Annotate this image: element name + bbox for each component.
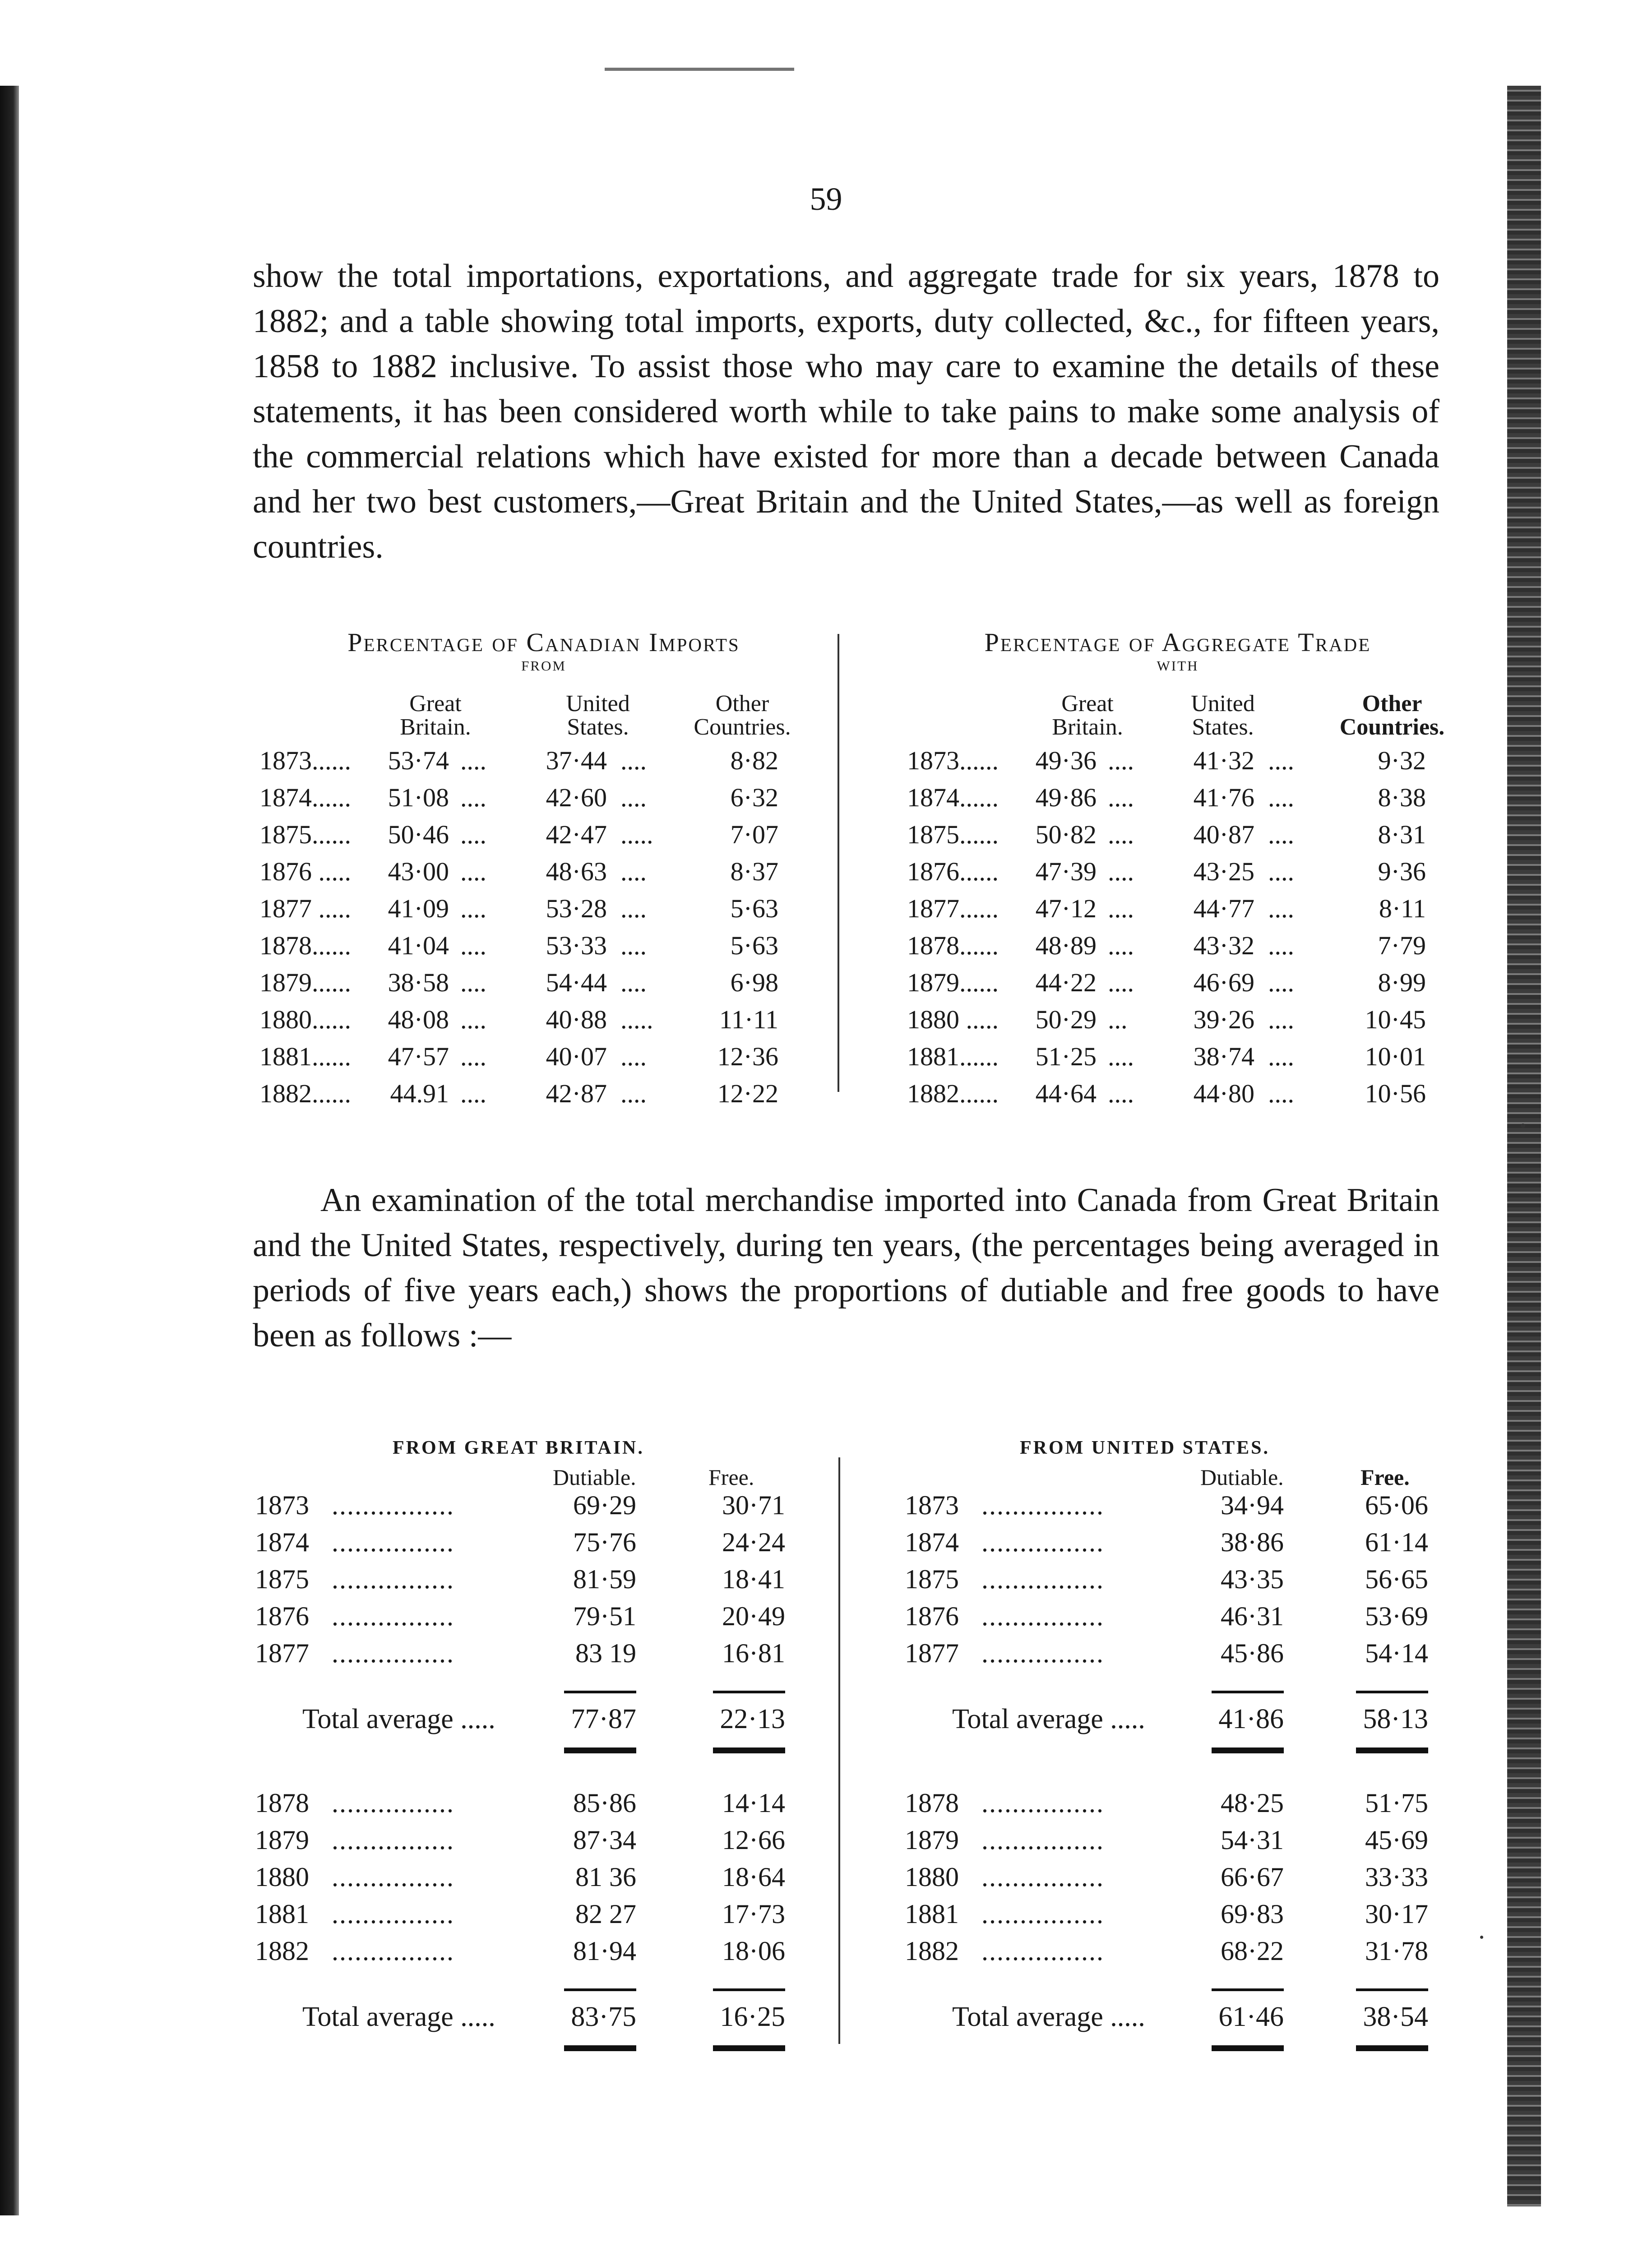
united-states-value: 40·87 (1193, 820, 1254, 849)
row-year: 1882 (905, 1936, 959, 1966)
row-year: 1880 (905, 1862, 959, 1892)
row-year: 1879 (905, 1825, 959, 1855)
leader-dots: .... (620, 783, 647, 812)
table-row (905, 1895, 1446, 1932)
row-year: 1876 ..... (259, 857, 351, 886)
total-double-rule (564, 1747, 636, 1753)
row-year: 1882...... (907, 1079, 999, 1108)
row-year: 1877 (905, 1638, 959, 1668)
other-countries-value: 8·11 (1379, 894, 1426, 923)
total-double-rule (1356, 1747, 1428, 1753)
table-row (255, 1487, 796, 1524)
leader-dots: .... (620, 894, 647, 923)
total-average-dutiable: 41·86 (1218, 1704, 1284, 1734)
other-countries-value: 10·56 (1365, 1079, 1426, 1108)
page-number: 59 (810, 181, 842, 217)
column-header-great-britain: Great Britain. (400, 691, 471, 740)
free-value: 61·14 (1365, 1527, 1428, 1557)
column-divider (838, 634, 839, 1092)
leader-dots: ................ (981, 1899, 1104, 1929)
table-row (905, 1821, 1446, 1858)
other-countries-value: 9·32 (1378, 746, 1426, 775)
great-britain-value: 41·04 (388, 931, 449, 960)
table-row (255, 1635, 796, 1672)
row-year: 1874 (255, 1527, 309, 1557)
united-states-value: 43·25 (1193, 857, 1254, 886)
total-average-label: Total average ..... (952, 1704, 1145, 1734)
dutiable-value: 43·35 (1221, 1564, 1284, 1594)
column-header-great-britain: Great Britain. (1052, 691, 1123, 740)
table-row (259, 1001, 828, 1038)
table-row (905, 1784, 1446, 1821)
dutiable-value: 46·31 (1221, 1601, 1284, 1631)
leader-dots: ................ (332, 1638, 454, 1668)
row-year: 1873 (905, 1490, 959, 1520)
dutiable-value: 68·22 (1221, 1936, 1284, 1966)
table-row (907, 1075, 1476, 1112)
row-year: 1875 (905, 1564, 959, 1594)
table-row (905, 1561, 1446, 1598)
great-britain-value: 48·08 (388, 1005, 449, 1034)
other-countries-value: 10·01 (1365, 1042, 1426, 1071)
gb-table-title: FROM GREAT BRITAIN. (393, 1438, 644, 1458)
dutiable-value: 69·83 (1221, 1899, 1284, 1929)
total-rule (564, 1988, 636, 1991)
leader-dots: ... (1108, 1005, 1128, 1034)
row-year: 1873...... (907, 746, 999, 775)
table-row (905, 1487, 1446, 1524)
dutiable-value: 81 36 (575, 1862, 636, 1892)
united-states-value: 41·32 (1193, 746, 1254, 775)
leader-dots: .... (1268, 931, 1294, 960)
dutiable-value: 45·86 (1221, 1638, 1284, 1668)
other-countries-value: 12·36 (717, 1042, 778, 1071)
row-year: 1878 (905, 1788, 959, 1818)
free-value: 33·33 (1365, 1862, 1428, 1892)
table-row (255, 1524, 796, 1561)
great-britain-dutiable-table (255, 1437, 796, 2055)
total-rule (1356, 1691, 1428, 1693)
table-row (259, 853, 828, 890)
leader-dots: ................ (332, 1601, 454, 1631)
leader-dots: .... (620, 968, 647, 997)
dutiable-value: 69·29 (573, 1490, 636, 1520)
other-countries-value: 8·82 (730, 746, 778, 775)
total-average-free: 16·25 (720, 2002, 785, 2032)
row-year: 1874 (905, 1527, 959, 1557)
united-states-value: 53·33 (546, 931, 607, 960)
free-value: 56·65 (1365, 1564, 1428, 1594)
page-edge-right (1507, 86, 1541, 2206)
total-average-dutiable: 83·75 (571, 2002, 636, 2032)
free-value: 53·69 (1365, 1601, 1428, 1631)
free-value: 31·78 (1365, 1936, 1428, 1966)
row-year: 1879...... (907, 968, 999, 997)
table-row (259, 927, 828, 964)
imports-table-subtitle: from (521, 653, 566, 675)
free-value: 14·14 (722, 1788, 785, 1818)
table-row (259, 816, 828, 853)
free-value: 30·17 (1365, 1899, 1428, 1929)
row-year: 1875...... (907, 820, 999, 849)
row-year: 1879 (255, 1825, 309, 1855)
leader-dots: .... (1268, 746, 1294, 775)
leader-dots: .... (1268, 857, 1294, 886)
trade-table-subtitle: with (1157, 653, 1199, 675)
leader-dots: ................ (981, 1936, 1104, 1966)
row-year: 1875 (255, 1564, 309, 1594)
other-countries-value: 10·45 (1365, 1005, 1426, 1034)
great-britain-value: 38·58 (388, 968, 449, 997)
table-row (259, 1075, 828, 1112)
leader-dots: .... (460, 931, 486, 960)
great-britain-value: 47·39 (1035, 857, 1097, 886)
table-row (255, 1784, 796, 1821)
table-row (905, 1635, 1446, 1672)
total-average-free: 38·54 (1363, 2002, 1428, 2032)
dutiable-value: 38·86 (1221, 1527, 1284, 1557)
table-row (907, 1038, 1476, 1075)
leader-dots: .... (460, 1079, 486, 1108)
united-states-value: 40·07 (546, 1042, 607, 1071)
row-year: 1878 (255, 1788, 309, 1818)
other-countries-value: 5·63 (730, 894, 778, 923)
leader-dots: .... (1108, 894, 1134, 923)
leader-dots: ................ (332, 1564, 454, 1594)
column-header-united-states: United States. (566, 691, 630, 740)
free-value: 45·69 (1365, 1825, 1428, 1855)
leader-dots: ................ (981, 1825, 1104, 1855)
table-row (259, 890, 828, 927)
dutiable-value: 75·76 (573, 1527, 636, 1557)
great-britain-value: 44.91 (390, 1079, 449, 1108)
great-britain-value: 44·22 (1035, 968, 1097, 997)
row-year: 1874...... (259, 783, 351, 812)
dutiable-value: 81·59 (573, 1564, 636, 1594)
united-states-value: 53·28 (546, 894, 607, 923)
leader-dots: ................ (332, 1862, 454, 1892)
united-states-value: 40·88 (546, 1005, 607, 1034)
free-value: 65·06 (1365, 1490, 1428, 1520)
leader-dots: .... (460, 968, 486, 997)
table-row (907, 742, 1476, 779)
total-rule (1212, 1988, 1284, 1991)
total-double-rule (1356, 2045, 1428, 2051)
total-rule (713, 1988, 785, 1991)
leader-dots: .... (620, 1042, 647, 1071)
table-row (905, 1524, 1446, 1561)
us-table-title: FROM UNITED STATES. (1020, 1438, 1270, 1458)
great-britain-value: 50·46 (388, 820, 449, 849)
great-britain-value: 53·74 (388, 746, 449, 775)
leader-dots: ................ (981, 1638, 1104, 1668)
leader-dots: ................ (332, 1490, 454, 1520)
leader-dots: .... (1108, 931, 1134, 960)
free-value: 54·14 (1365, 1638, 1428, 1668)
row-year: 1880 ..... (907, 1005, 999, 1034)
trade-percentage-table (907, 627, 1476, 1123)
total-double-rule (713, 1747, 785, 1753)
total-average-label: Total average ..... (952, 2002, 1145, 2032)
row-year: 1880 (255, 1862, 309, 1892)
free-value: 16·81 (722, 1638, 785, 1668)
united-states-value: 54·44 (546, 968, 607, 997)
leader-dots: .... (460, 783, 486, 812)
other-countries-value: 9·36 (1378, 857, 1426, 886)
table-row (905, 1598, 1446, 1635)
leader-dots: ................ (332, 1527, 454, 1557)
great-britain-value: 41·09 (388, 894, 449, 923)
united-states-value: 41·76 (1193, 783, 1254, 812)
other-countries-value: 12·22 (717, 1079, 778, 1108)
total-average-free: 58·13 (1363, 1704, 1428, 1734)
table-row (905, 1932, 1446, 1969)
great-britain-value: 51·08 (388, 783, 449, 812)
free-value: 18·41 (722, 1564, 785, 1594)
table-row (907, 1001, 1476, 1038)
column-divider (838, 1457, 840, 2044)
total-average-label: Total average ..... (302, 2002, 495, 2032)
other-countries-value: 8·37 (730, 857, 778, 886)
leader-dots: .... (1268, 783, 1294, 812)
row-year: 1874...... (907, 783, 999, 812)
row-year: 1881 (905, 1899, 959, 1929)
total-rule (713, 1691, 785, 1693)
examination-paragraph: An examination of the total merchandise imported into Canada from Great Britain and the United States, respectively, during ten years, (the percentages being averaged in periods of five years each,) shows the proportions of dutiable and free goods to have been as follows :— (253, 1182, 1439, 1354)
leader-dots: .... (460, 820, 486, 849)
leader-dots: .... (620, 931, 647, 960)
leader-dots: .... (1108, 1079, 1134, 1108)
total-average-label: Total average ..... (302, 1704, 495, 1734)
row-year: 1875...... (259, 820, 351, 849)
row-year: 1873 (255, 1490, 309, 1520)
leader-dots: ................ (981, 1862, 1104, 1892)
leader-dots: .... (1268, 894, 1294, 923)
leader-dots: .... (1108, 857, 1134, 886)
leader-dots: .... (1268, 820, 1294, 849)
row-year: 1882 (255, 1936, 309, 1966)
leader-dots: .... (460, 857, 486, 886)
row-year: 1879...... (259, 968, 351, 997)
table-row (255, 1598, 796, 1635)
free-value: 17·73 (722, 1899, 785, 1929)
leader-dots: .... (460, 746, 486, 775)
row-year: 1878...... (259, 931, 351, 960)
imports-percentage-table (259, 627, 828, 1123)
leader-dots: .... (1268, 1079, 1294, 1108)
leader-dots: .... (460, 894, 486, 923)
table-row (255, 1561, 796, 1598)
dutiable-value: 79·51 (573, 1601, 636, 1631)
leader-dots: .... (1268, 1042, 1294, 1071)
united-states-value: 44·80 (1193, 1079, 1254, 1108)
column-header-other-countries: Other Countries. (694, 691, 791, 740)
free-column-header: Free. (1360, 1465, 1410, 1490)
leader-dots: ..... (620, 820, 653, 849)
free-value: 30·71 (722, 1490, 785, 1520)
other-countries-value: 8·31 (1378, 820, 1426, 849)
total-rule (564, 1691, 636, 1693)
leader-dots: ................ (332, 1825, 454, 1855)
united-states-value: 43·32 (1193, 931, 1254, 960)
row-year: 1876 (905, 1601, 959, 1631)
leader-dots: ................ (332, 1788, 454, 1818)
scan-mark (605, 68, 794, 71)
row-year: 1877 ..... (259, 894, 351, 923)
table-row (259, 742, 828, 779)
dutiable-value: 82 27 (575, 1899, 636, 1929)
leader-dots: .... (460, 1005, 486, 1034)
intro-paragraph: show the total importations, exportations, and aggregate trade for six years, 1878 to 1882; and a table showing total imports, exports, duty collected, &c., for fifteen years, 1858 to 1882 inclusive. To assist those who may care to examine the details of these statements, it has been considered worth while to take pains to make some analysis of the commercial relations which have existed for more than a decade between Canada and her two best customers,—Great Britain and the United States,—as well as foreign countries. (253, 258, 1439, 565)
total-double-rule (564, 2045, 636, 2051)
free-value: 51·75 (1365, 1788, 1428, 1818)
leader-dots: ................ (981, 1490, 1104, 1520)
leader-dots: ................ (981, 1564, 1104, 1594)
leader-dots: ..... (620, 1005, 653, 1034)
row-year: 1877...... (907, 894, 999, 923)
dutiable-column-header: Dutiable. (553, 1465, 636, 1490)
row-year: 1876...... (907, 857, 999, 886)
united-states-value: 39·26 (1193, 1005, 1254, 1034)
other-countries-value: 6·98 (730, 968, 778, 997)
great-britain-value: 49·36 (1035, 746, 1097, 775)
table-row (259, 779, 828, 816)
great-britain-value: 47·12 (1035, 894, 1097, 923)
table-row (907, 927, 1476, 964)
table-row (255, 1858, 796, 1895)
united-states-value: 42·47 (546, 820, 607, 849)
dutiable-value: 85·86 (573, 1788, 636, 1818)
great-britain-value: 50·29 (1035, 1005, 1097, 1034)
scan-speck (1480, 1936, 1483, 1939)
column-header-other-countries: Other Countries. (1339, 691, 1445, 740)
united-states-value: 44·77 (1193, 894, 1254, 923)
leader-dots: .... (460, 1042, 486, 1071)
leader-dots: .... (620, 746, 647, 775)
page-edge-left (0, 86, 19, 2215)
great-britain-value: 44·64 (1035, 1079, 1097, 1108)
other-countries-value: 5·63 (730, 931, 778, 960)
total-double-rule (1212, 2045, 1284, 2051)
leader-dots: .... (1268, 968, 1294, 997)
leader-dots: ................ (332, 1936, 454, 1966)
free-value: 24·24 (722, 1527, 785, 1557)
table-row (907, 853, 1476, 890)
united-states-value: 42·60 (546, 783, 607, 812)
row-year: 1881...... (907, 1042, 999, 1071)
united-states-value: 38·74 (1193, 1042, 1254, 1071)
total-rule (1356, 1988, 1428, 1991)
table-row (259, 964, 828, 1001)
row-year: 1873...... (259, 746, 351, 775)
great-britain-value: 43·00 (388, 857, 449, 886)
leader-dots: ................ (332, 1899, 454, 1929)
leader-dots: .... (1268, 1005, 1294, 1034)
table-row (259, 1038, 828, 1075)
table-row (907, 964, 1476, 1001)
dutiable-value: 48·25 (1221, 1788, 1284, 1818)
table-row (905, 1858, 1446, 1895)
leader-dots: ................ (981, 1788, 1104, 1818)
other-countries-value: 8·99 (1378, 968, 1426, 997)
dutiable-value: 54·31 (1221, 1825, 1284, 1855)
leader-dots: ................ (981, 1527, 1104, 1557)
row-year: 1876 (255, 1601, 309, 1631)
row-year: 1881...... (259, 1042, 351, 1071)
row-year: 1881 (255, 1899, 309, 1929)
row-year: 1880...... (259, 1005, 351, 1034)
table-row (907, 816, 1476, 853)
united-states-value: 46·69 (1193, 968, 1254, 997)
great-britain-value: 51·25 (1035, 1042, 1097, 1071)
dutiable-value: 34·94 (1221, 1490, 1284, 1520)
total-average-dutiable: 61·46 (1218, 2002, 1284, 2032)
great-britain-value: 50·82 (1035, 820, 1097, 849)
free-value: 18·64 (722, 1862, 785, 1892)
table-row (255, 1932, 796, 1969)
column-header-united-states: United States. (1191, 691, 1255, 740)
great-britain-value: 48·89 (1035, 931, 1097, 960)
total-double-rule (1212, 1747, 1284, 1753)
scan-speck (1521, 1123, 1525, 1128)
other-countries-value: 7·79 (1378, 931, 1426, 960)
dutiable-column-header: Dutiable. (1200, 1465, 1284, 1490)
row-year: 1882...... (259, 1079, 351, 1108)
dutiable-value: 83 19 (575, 1638, 636, 1668)
row-year: 1878...... (907, 931, 999, 960)
great-britain-value: 47·57 (388, 1042, 449, 1071)
free-value: 18·06 (722, 1936, 785, 1966)
trade-table-title: Percentage of Aggregate Trade (984, 628, 1371, 657)
total-rule (1212, 1691, 1284, 1693)
total-double-rule (713, 2045, 785, 2051)
great-britain-value: 49·86 (1035, 783, 1097, 812)
leader-dots: .... (1108, 820, 1134, 849)
united-states-value: 37·44 (546, 746, 607, 775)
other-countries-value: 7·07 (730, 820, 778, 849)
united-states-value: 48·63 (546, 857, 607, 886)
other-countries-value: 11·11 (719, 1005, 778, 1034)
dutiable-value: 66·67 (1221, 1862, 1284, 1892)
free-column-header: Free. (708, 1465, 754, 1490)
leader-dots: ................ (981, 1601, 1104, 1631)
united-states-dutiable-table (905, 1437, 1455, 2055)
dutiable-value: 81·94 (573, 1936, 636, 1966)
free-value: 20·49 (722, 1601, 785, 1631)
total-average-dutiable: 77·87 (571, 1704, 636, 1734)
other-countries-value: 8·38 (1378, 783, 1426, 812)
leader-dots: .... (1108, 968, 1134, 997)
total-average-free: 22·13 (720, 1704, 785, 1734)
table-row (255, 1821, 796, 1858)
table-row (907, 890, 1476, 927)
united-states-value: 42·87 (546, 1079, 607, 1108)
imports-table-title: Percentage of Canadian Imports (347, 628, 740, 657)
leader-dots: .... (1108, 746, 1134, 775)
dutiable-value: 87·34 (573, 1825, 636, 1855)
free-value: 12·66 (722, 1825, 785, 1855)
leader-dots: .... (620, 857, 647, 886)
table-row (255, 1895, 796, 1932)
leader-dots: .... (620, 1079, 647, 1108)
leader-dots: .... (1108, 1042, 1134, 1071)
table-row (907, 779, 1476, 816)
other-countries-value: 6·32 (730, 783, 778, 812)
leader-dots: .... (1108, 783, 1134, 812)
row-year: 1877 (255, 1638, 309, 1668)
